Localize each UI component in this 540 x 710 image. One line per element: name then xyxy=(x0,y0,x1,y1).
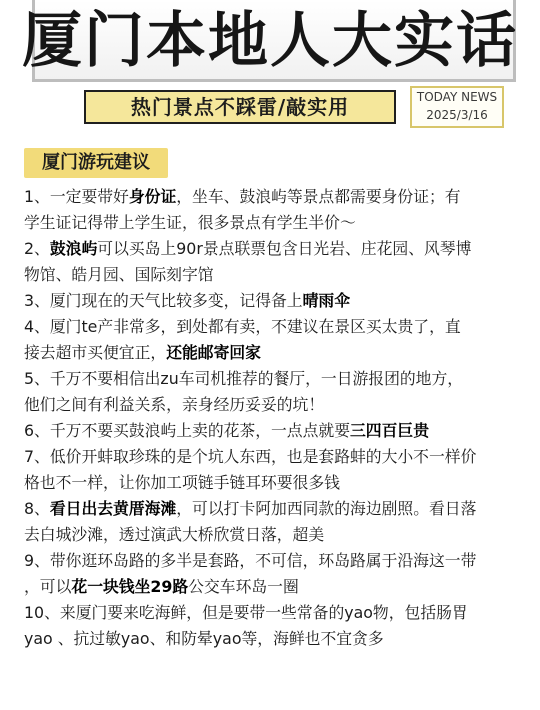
news-date: 2025/3/16 xyxy=(426,108,488,122)
tip-7-line-1: 7、低价开蚌取珍珠的是个坑人东西，也是套路蚌的大小不一样价 xyxy=(24,447,477,466)
news-label: TODAY NEWS xyxy=(416,90,498,104)
tip-5-line-2: 他们之间有利益关系，亲身经历妥妥的坑！ xyxy=(24,395,325,414)
tip-4-line-2: 接去超市买便宜正，还能邮寄回家 xyxy=(24,343,261,362)
tip-6-line-1: 6、千万不要买鼓浪屿上卖的花茶，一点点就要三四百巨贵 xyxy=(24,421,429,440)
tip-10-line-1: 10、来厦门要来吃海鲜，但是要带一些常备的yao物，包括肠胃 xyxy=(24,603,468,622)
tip-10-line-2: yao 、抗过敏yao、和防晕yao等，海鲜也不宜贪多 xyxy=(24,629,384,648)
subtitle-banner: 热门景点不踩雷/敲实用 xyxy=(84,90,396,124)
tip-9-line-1: 9、带你逛环岛路的多半是套路，不可信，环岛路属于沿海这一带 xyxy=(24,551,477,570)
tip-5-line-1: 5、千万不要相信出zu车司机推荐的餐厅，一日游报团的地方， xyxy=(24,369,464,388)
page-title: 厦门本地人大实话 xyxy=(22,6,518,76)
tip-1-line-2: 学生证记得带上学生证，很多景点有学生半价〜 xyxy=(24,213,356,232)
today-news-badge xyxy=(410,86,504,128)
tip-3-line-1: 3、厦门现在的天气比较多变，记得备上晴雨伞 xyxy=(24,291,351,310)
section-title: 厦门游玩建议 xyxy=(24,148,168,178)
tip-1-line-1: 1、一定要带好身份证，坐车、鼓浪屿等景点都需要身份证；有 xyxy=(24,187,461,206)
tip-2-line-2: 物馆、皓月园、国际刻字馆 xyxy=(24,265,214,284)
tip-7-line-2: 格也不一样，让你加工项链手链耳环要很多钱 xyxy=(24,473,340,492)
tip-8-line-2: 去白城沙滩，透过演武大桥欣赏日落，超美 xyxy=(24,525,325,544)
tip-9-line-2: ，可以花一块钱坐29路公交车环岛一圈 xyxy=(24,577,299,596)
tips-list xyxy=(24,184,524,652)
tip-8-line-1: 8、看日出去黄厝海滩，可以打卡阿加西同款的海边剧照。看日落 xyxy=(24,499,477,518)
tip-4-line-1: 4、厦门te产非常多，到处都有卖，不建议在景区买太贵了，直 xyxy=(24,317,461,336)
tip-2-line-1: 2、鼓浪屿可以买岛上90r景点联票包含日光岩、庄花园、风琴博 xyxy=(24,239,472,258)
